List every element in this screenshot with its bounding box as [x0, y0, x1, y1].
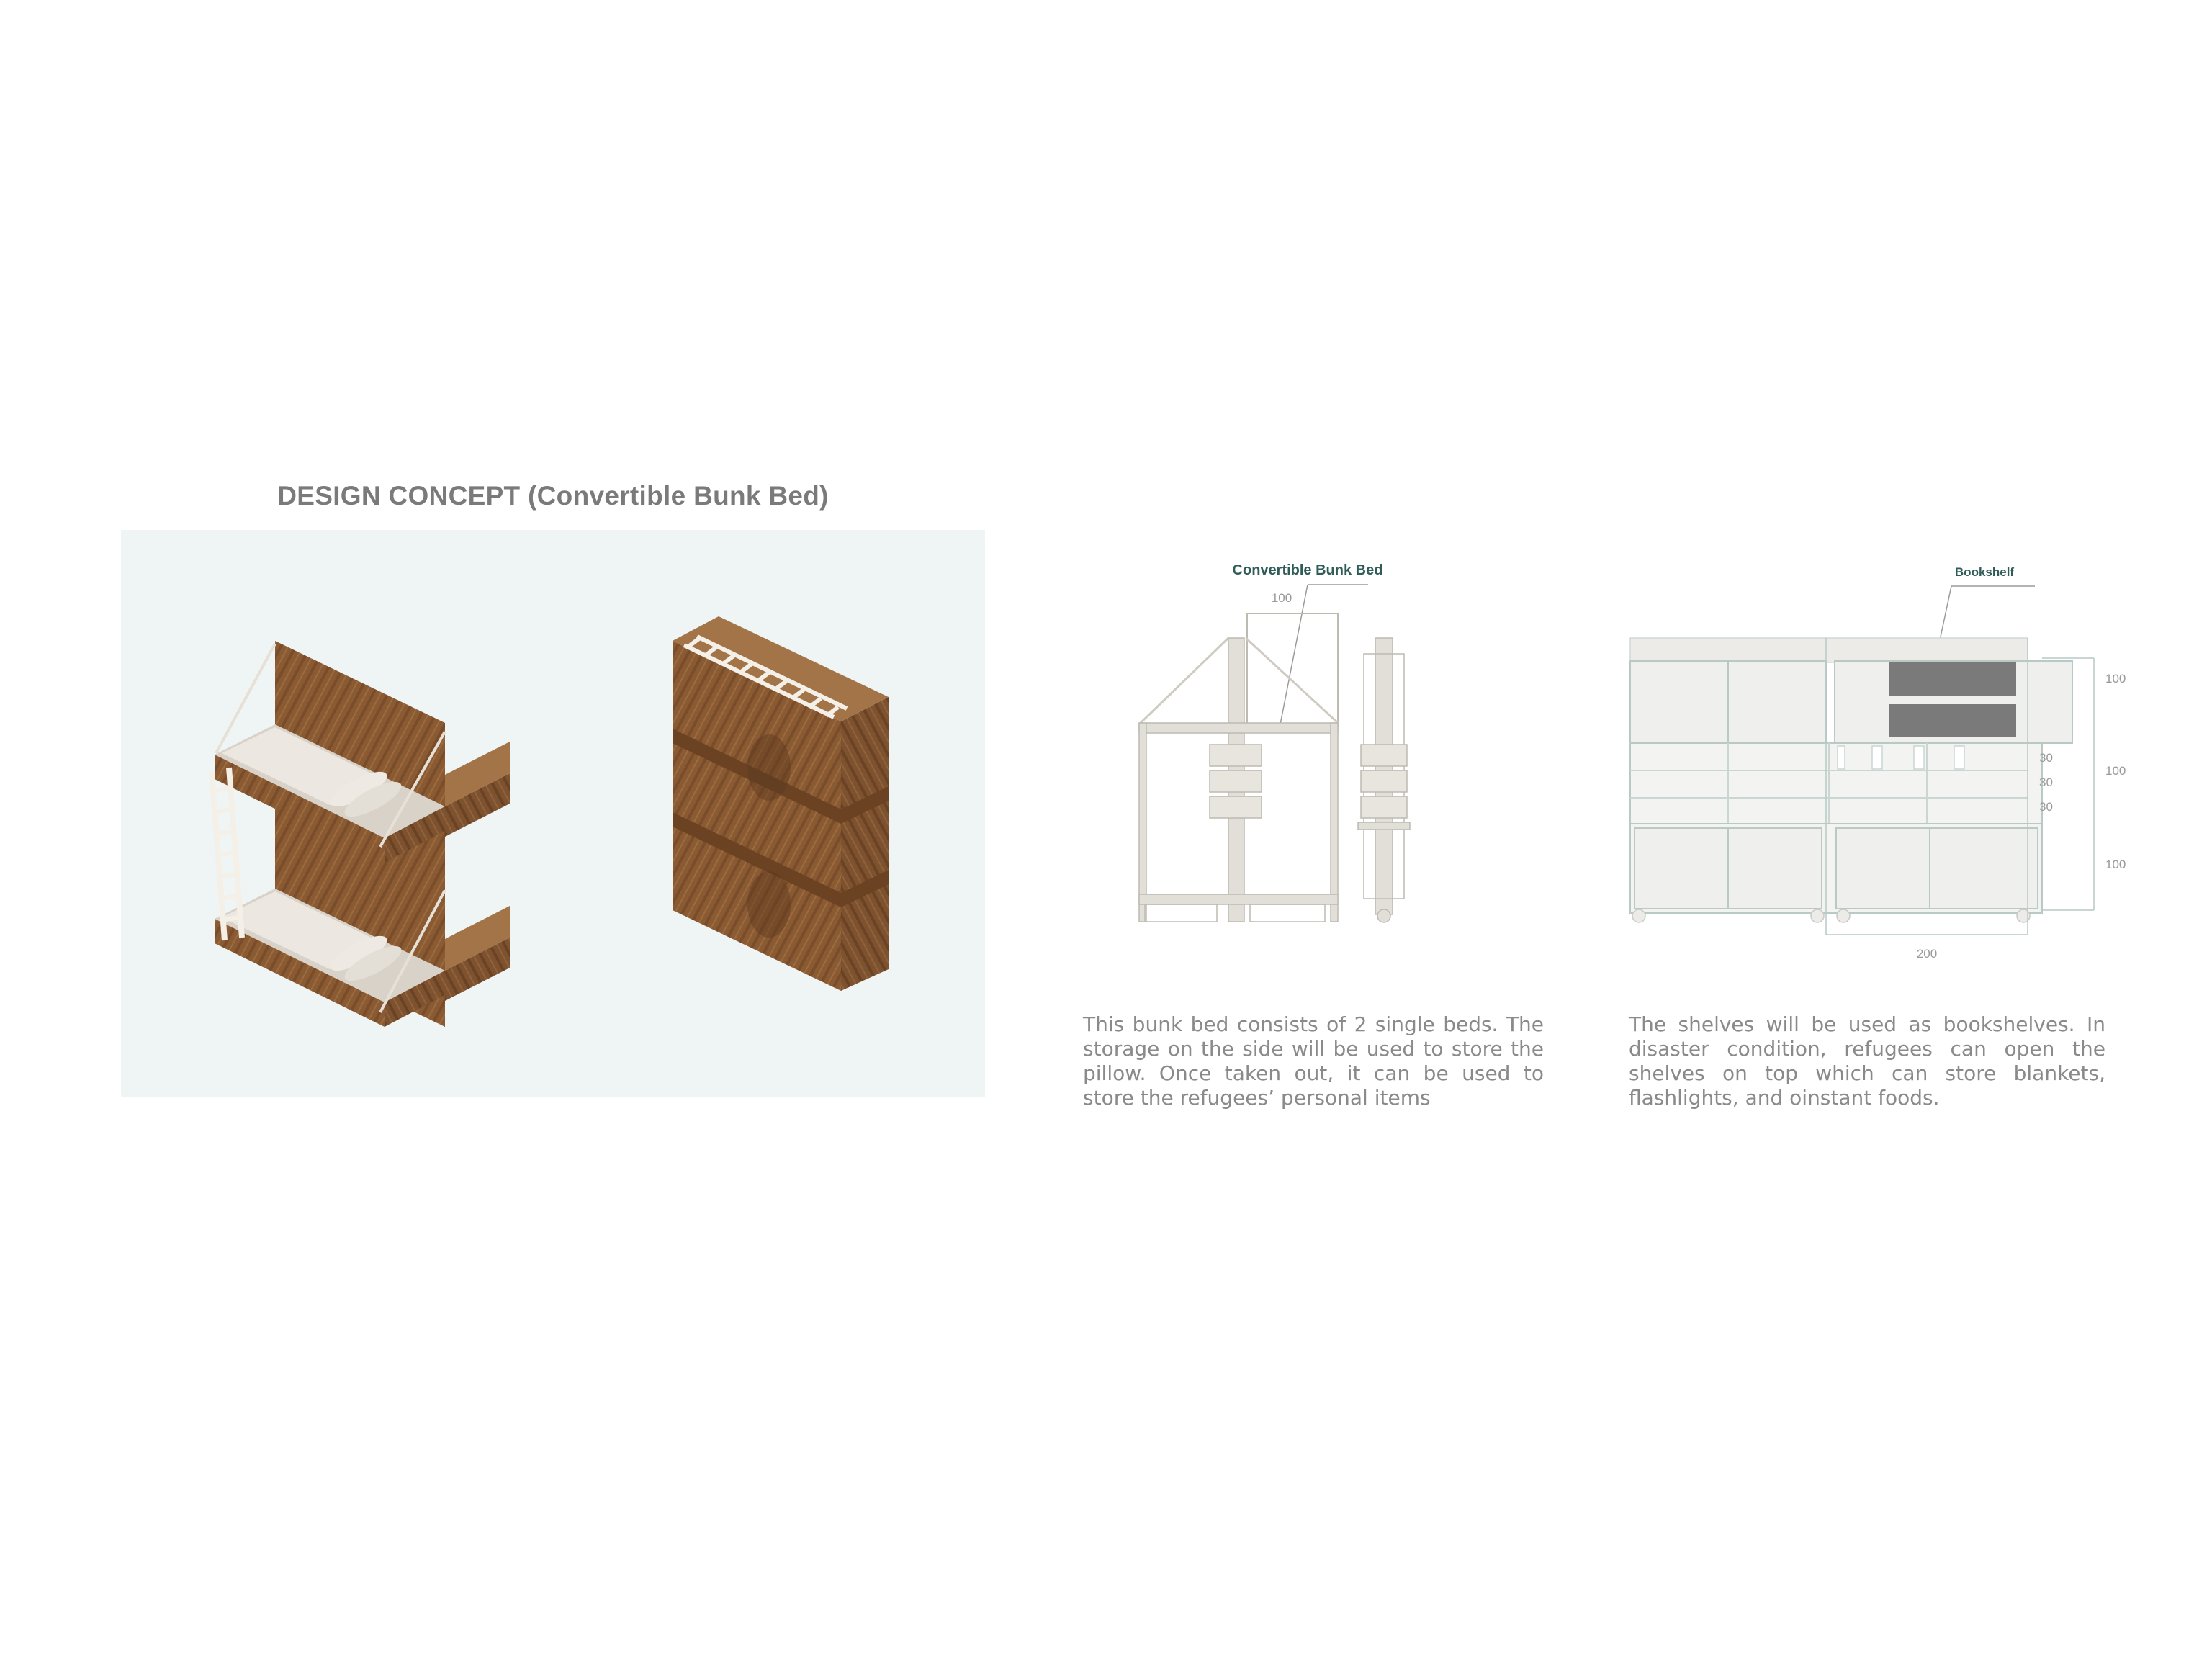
- bookshelf-dimension-top: 100: [2105, 672, 2126, 685]
- bunk-bed-render-open: [212, 641, 510, 1027]
- bookshelf-dimension-bottom: 100: [2105, 858, 2126, 871]
- bunk-bed-render-closed: [673, 616, 889, 991]
- bookshelf-shelf-dimension-3: 30: [2039, 800, 2053, 814]
- bookshelf-shelf-dimension-1: 30: [2039, 751, 2053, 765]
- bookshelf-dimension-middle: 100: [2105, 764, 2126, 778]
- render-panel: [121, 530, 985, 1097]
- bunk-bed-label: Convertible Bunk Bed: [1232, 562, 1383, 578]
- page-title: DESIGN CONCEPT (Convertible Bunk Bed): [277, 481, 829, 511]
- bunk-bed-description: This bunk bed consists of 2 single beds. The storage on the side will be used to store the pillow. Once taken out, it can be used to store the refugees’ personal items: [1083, 1012, 1544, 1110]
- bookshelf-width-dimension: 200: [1916, 947, 1938, 961]
- bunk-bed-width-dimension: 100: [1271, 591, 1292, 605]
- bookshelf-label: Bookshelf: [1954, 565, 2015, 579]
- bookshelf-description: The shelves will be used as bookshelves. In disaster condition, refugees can open the shelves on top which can store blankets, flashlights, and oinstant foods.: [1629, 1012, 2105, 1110]
- bookshelf-drawing: [1613, 553, 2131, 971]
- bunk-bed-renders: [121, 530, 985, 1097]
- bunk-bed-drawing: [1123, 553, 1469, 942]
- bookshelf-shelf-dimension-2: 30: [2039, 775, 2053, 789]
